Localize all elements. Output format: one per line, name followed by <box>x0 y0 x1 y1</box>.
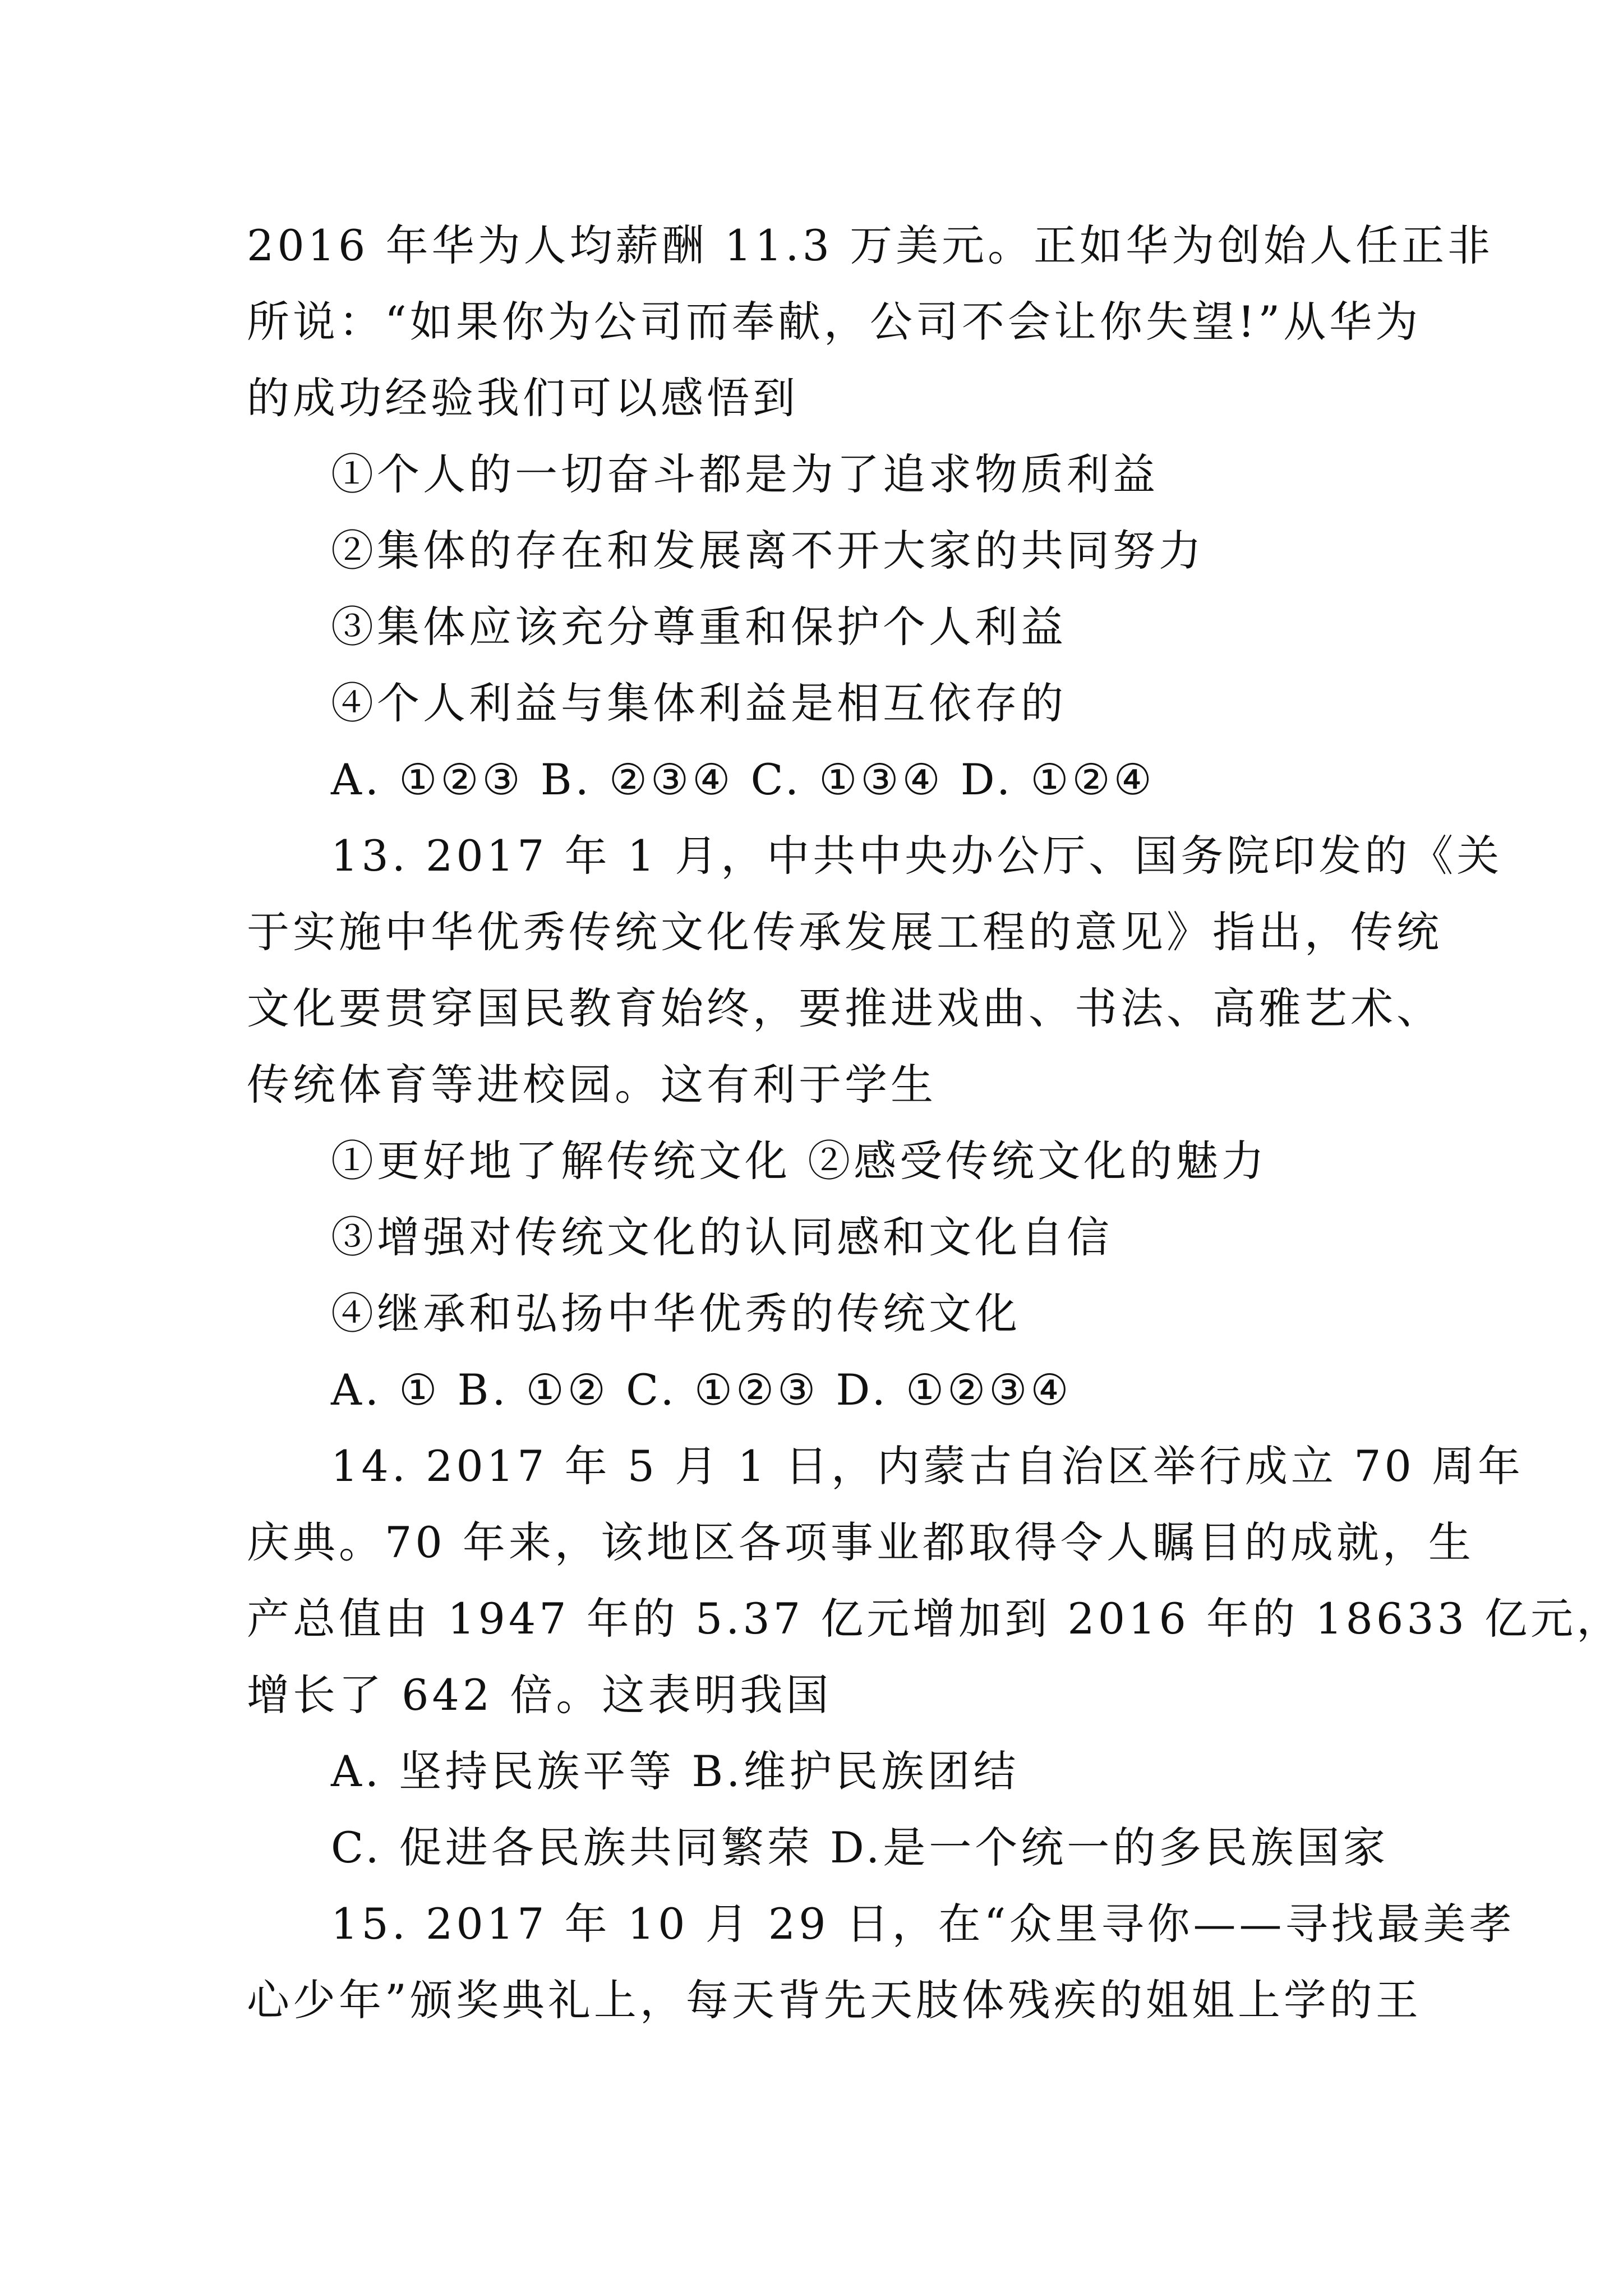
option-line: ②集体的存在和发展离不开大家的共同努力 <box>331 526 1205 576</box>
text-line: 2016 年华为人均薪酬 11.3 万美元。正如华为创始人任正非 <box>247 220 1494 270</box>
text-line: 传统体育等进校园。这有利于学生 <box>247 1060 937 1110</box>
answer-choices: A. 坚持民族平等 B.维护民族团结 <box>331 1746 1020 1796</box>
answer-choices: C. 促进各民族共同繁荣 D.是一个统一的多民族国家 <box>331 1823 1389 1872</box>
question-13-start: 13. 2017 年 1 月，中共中央办公厅、国务院印发的《关 <box>331 831 1503 881</box>
text-line: 所说：“如果你为公司而奉献，公司不会让你失望!”从华为 <box>247 297 1422 347</box>
document-body <box>247 208 1623 2039</box>
question-14-start: 14. 2017 年 5 月 1 日，内蒙古自治区举行成立 70 周年 <box>331 1441 1524 1491</box>
text-line: 的成功经验我们可以感悟到 <box>247 373 799 423</box>
question-15-start: 15. 2017 年 10 月 29 日，在“众里寻你——寻找最美孝 <box>331 1899 1515 1949</box>
option-line: ③增强对传统文化的认同感和文化自信 <box>331 1212 1113 1262</box>
text-line: 于实施中华优秀传统文化传承发展工程的意见》指出，传统 <box>247 907 1442 957</box>
option-line: ①更好地了解传统文化 ②感受传统文化的魅力 <box>331 1136 1268 1186</box>
option-line: ③集体应该充分尊重和保护个人利益 <box>331 602 1067 652</box>
text-line: 心少年”颁奖典礼上，每天背先天肢体残疾的姐姐上学的王 <box>247 1975 1422 2025</box>
text-line: 文化要贯穿国民教育始终，要推进戏曲、书法、高雅艺术、 <box>247 983 1442 1033</box>
answer-choices: A. ①②③ B. ②③④ C. ①③④ D. ①②④ <box>331 754 1155 804</box>
answer-choices: A. ① B. ①② C. ①②③ D. ①②③④ <box>331 1365 1072 1415</box>
text-line: 增长了 642 倍。这表明我国 <box>247 1670 832 1720</box>
option-line: ④继承和弘扬中华优秀的传统文化 <box>331 1289 1021 1338</box>
text-line: 产总值由 1947 年的 5.37 亿元增加到 2016 年的 18633 亿元， <box>247 1594 1623 1644</box>
option-line: ④个人利益与集体利益是相互依存的 <box>331 678 1067 728</box>
text-line: 庆典。70 年来，该地区各项事业都取得令人瞩目的成就，生 <box>247 1517 1474 1567</box>
option-line: ①个人的一切奋斗都是为了追求物质利益 <box>331 449 1159 499</box>
